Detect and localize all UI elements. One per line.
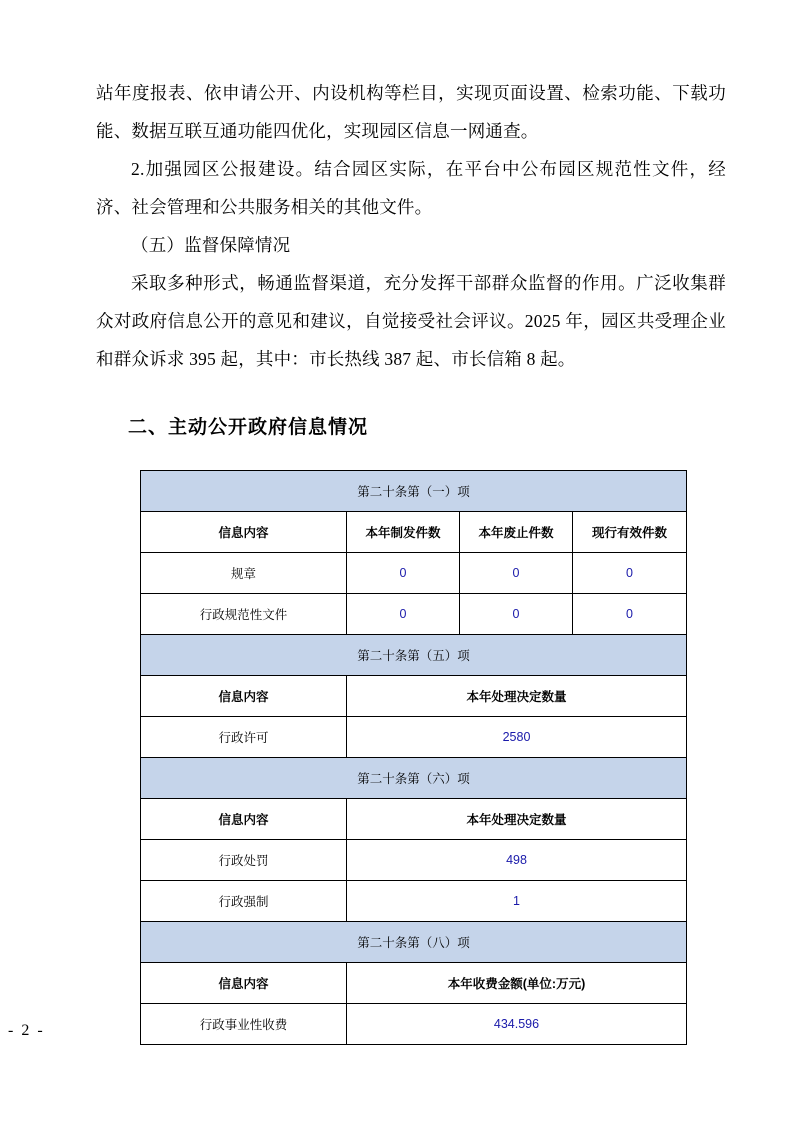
group-header: 第二十条第（六）项 [141,758,687,799]
column-header: 本年处理决定数量 [347,799,687,840]
group-header: 第二十条第（八）项 [141,922,687,963]
table-cell-label: 行政处罚 [141,840,347,881]
table-cell-value: 498 [347,840,687,881]
public-information-table [140,470,687,1045]
group-header: 第二十条第（五）项 [141,635,687,676]
section-title: 二、主动公开政府信息情况 [128,417,369,438]
column-header: 本年收费金额(单位:万元) [347,963,687,1004]
table-row [141,840,687,881]
column-header: 本年制发件数 [347,512,460,553]
table-row [141,881,687,922]
table-row [141,471,687,512]
table-row [141,1004,687,1045]
table-row [141,594,687,635]
column-header: 本年废止件数 [460,512,573,553]
table-cell-label: 行政许可 [141,717,347,758]
group-header: 第二十条第（一）项 [141,471,687,512]
table-row [141,963,687,1004]
column-header: 信息内容 [141,676,347,717]
page-number: - 2 - [8,1022,45,1039]
table-cell-value: 1 [347,881,687,922]
column-header: 信息内容 [141,512,347,553]
table-cell-value: 0 [347,594,460,635]
table-cell-value: 2580 [347,717,687,758]
table-cell-value: 434.596 [347,1004,687,1045]
table-row [141,717,687,758]
table-cell-label: 行政规范性文件 [141,594,347,635]
paragraph-2: 2.加强园区公报建设。结合园区实际，在平台中公布园区规范性文件，经济、社会管理和公共服务相关的其他文件。 [96,159,726,217]
paragraph-3: （五）监督保障情况 [131,235,291,255]
table-row [141,758,687,799]
column-header: 现行有效件数 [573,512,687,553]
table-cell-value: 0 [573,594,687,635]
table-cell-label: 规章 [141,553,347,594]
table-cell-label: 行政事业性收费 [141,1004,347,1045]
paragraph-1: 站年度报表、依申请公开、内设机构等栏目，实现页面设置、检索功能、下载功能、数据互联互通功能四优化，实现园区信息一网通查。 [96,83,726,141]
table-cell-value: 0 [460,553,573,594]
body-text-block [96,74,726,378]
table-row [141,512,687,553]
column-header: 本年处理决定数量 [347,676,687,717]
table-cell-value: 0 [573,553,687,594]
table-cell-value: 0 [347,553,460,594]
column-header: 信息内容 [141,963,347,1004]
table-row [141,799,687,840]
table-row [141,553,687,594]
table-row [141,922,687,963]
table-row [141,676,687,717]
table-cell-label: 行政强制 [141,881,347,922]
paragraph-4: 采取多种形式，畅通监督渠道，充分发挥干部群众监督的作用。广泛收集群众对政府信息公开的意见和建议，自觉接受社会评议。2025 年，园区共受理企业和群众诉求 395 起，其中：市长热线 387 起、市长信箱 8 起。 [96,273,726,369]
table-cell-value: 0 [460,594,573,635]
table-row [141,635,687,676]
column-header: 信息内容 [141,799,347,840]
